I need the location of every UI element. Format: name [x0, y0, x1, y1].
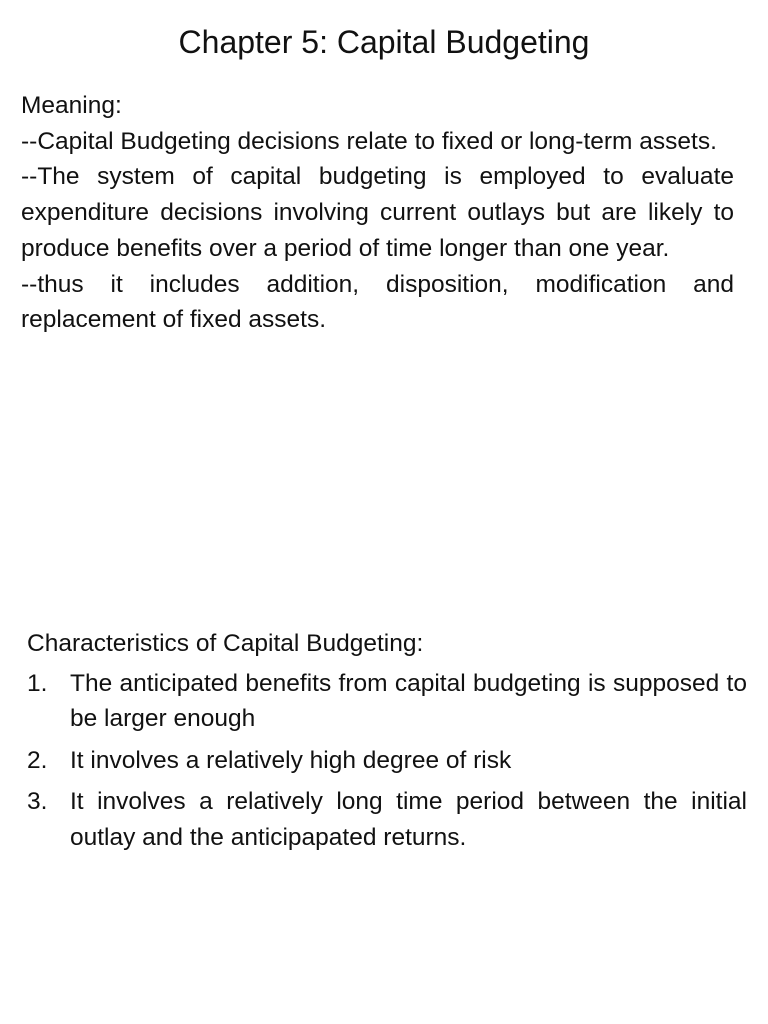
characteristics-list [27, 666, 747, 856]
list-item [27, 784, 747, 855]
meaning-paragraph: --The system of capital budgeting is employed to evaluate expenditure decisions involving current outlays but are likely to produce benefits over a period of time longer than one year. [21, 163, 734, 262]
list-item-text: It involves a relatively high degree of risk [70, 746, 512, 774]
meaning-paragraph: --Capital Budgeting decisions relate to fixed or long-term assets. [21, 127, 717, 155]
list-item [27, 666, 747, 737]
list-item-number: 3. [27, 788, 48, 815]
list-item-text: It involves a relatively long time period between the initial outlay and the anticipapated returns. [70, 788, 747, 851]
meaning-paragraph: --thus it includes addition, disposition, modification and replacement of fixed assets. [21, 270, 734, 334]
list-item-number: 1. [27, 669, 48, 697]
meaning-section [21, 88, 734, 338]
list-item-text: The anticipated benefits from capital budgeting is supposed to be larger enough [70, 669, 747, 732]
characteristics-heading: Characteristics of Capital Budgeting: [27, 630, 424, 657]
meaning-heading: Meaning: [21, 92, 122, 119]
list-item [27, 743, 747, 779]
characteristics-section [27, 626, 747, 861]
page-title: Chapter 5: Capital Budgeting [178, 24, 590, 60]
list-item-number: 2. [27, 746, 48, 774]
